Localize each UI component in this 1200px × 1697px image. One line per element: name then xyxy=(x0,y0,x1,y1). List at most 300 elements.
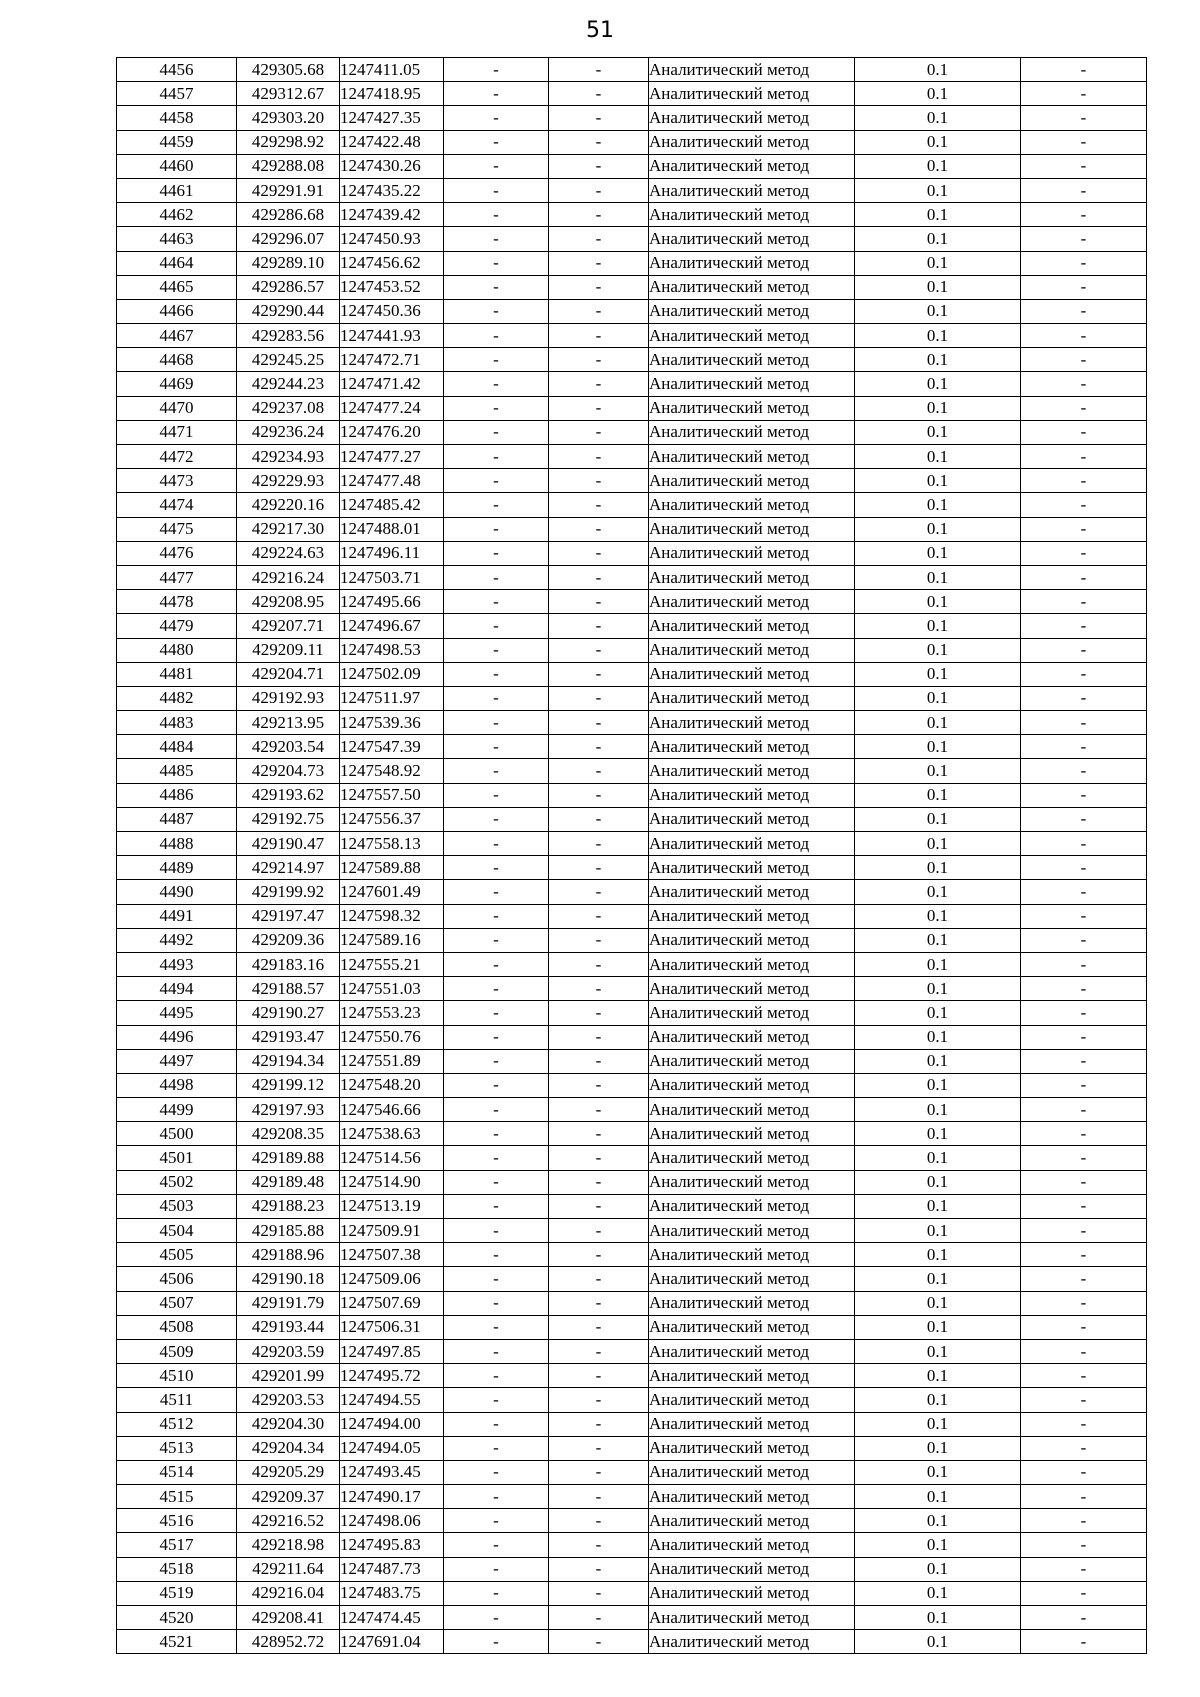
point-number-cell: 4497 xyxy=(117,1049,237,1073)
dash-cell: - xyxy=(444,1194,549,1218)
y-coordinate-cell: 1247539.36 xyxy=(340,711,444,735)
point-number-cell: 4478 xyxy=(117,590,237,614)
method-cell: Аналитический метод xyxy=(649,517,855,541)
x-coordinate-cell: 429213.95 xyxy=(237,711,340,735)
table-row xyxy=(117,445,1147,469)
point-number-cell: 4504 xyxy=(117,1219,237,1243)
precision-cell: 0.1 xyxy=(855,807,1021,831)
x-coordinate-cell: 429203.59 xyxy=(237,1339,340,1363)
x-coordinate-cell: 429190.27 xyxy=(237,1001,340,1025)
dash-cell: - xyxy=(444,662,549,686)
method-cell: Аналитический метод xyxy=(649,1364,855,1388)
dash-cell: - xyxy=(549,1581,649,1605)
dash-cell: - xyxy=(1021,565,1147,589)
dash-cell: - xyxy=(1021,1267,1147,1291)
method-cell: Аналитический метод xyxy=(649,396,855,420)
point-number-cell: 4500 xyxy=(117,1122,237,1146)
point-number-cell: 4475 xyxy=(117,517,237,541)
x-coordinate-cell: 429192.93 xyxy=(237,686,340,710)
dash-cell: - xyxy=(549,275,649,299)
dash-cell: - xyxy=(444,1098,549,1122)
precision-cell: 0.1 xyxy=(855,396,1021,420)
dash-cell: - xyxy=(1021,1364,1147,1388)
y-coordinate-cell: 1247450.93 xyxy=(340,227,444,251)
y-coordinate-cell: 1247546.66 xyxy=(340,1098,444,1122)
dash-cell: - xyxy=(549,880,649,904)
dash-cell: - xyxy=(549,445,649,469)
y-coordinate-cell: 1247435.22 xyxy=(340,178,444,202)
dash-cell: - xyxy=(444,711,549,735)
precision-cell: 0.1 xyxy=(855,832,1021,856)
x-coordinate-cell: 429204.30 xyxy=(237,1412,340,1436)
dash-cell: - xyxy=(549,832,649,856)
dash-cell: - xyxy=(444,1388,549,1412)
dash-cell: - xyxy=(1021,493,1147,517)
method-cell: Аналитический метод xyxy=(649,1388,855,1412)
point-number-cell: 4508 xyxy=(117,1315,237,1339)
dash-cell: - xyxy=(549,590,649,614)
table-row xyxy=(117,154,1147,178)
point-number-cell: 4520 xyxy=(117,1606,237,1630)
dash-cell: - xyxy=(444,299,549,323)
precision-cell: 0.1 xyxy=(855,1122,1021,1146)
table-row xyxy=(117,1364,1147,1388)
method-cell: Аналитический метод xyxy=(649,565,855,589)
dash-cell: - xyxy=(444,1339,549,1363)
dash-cell: - xyxy=(549,638,649,662)
dash-cell: - xyxy=(549,1098,649,1122)
precision-cell: 0.1 xyxy=(855,590,1021,614)
table-row xyxy=(117,203,1147,227)
dash-cell: - xyxy=(444,1291,549,1315)
dash-cell: - xyxy=(549,928,649,952)
y-coordinate-cell: 1247514.56 xyxy=(340,1146,444,1170)
y-coordinate-cell: 1247488.01 xyxy=(340,517,444,541)
method-cell: Аналитический метод xyxy=(649,1315,855,1339)
dash-cell: - xyxy=(1021,977,1147,1001)
table-row xyxy=(117,541,1147,565)
precision-cell: 0.1 xyxy=(855,1049,1021,1073)
point-number-cell: 4492 xyxy=(117,928,237,952)
table-row xyxy=(117,299,1147,323)
x-coordinate-cell: 429305.68 xyxy=(237,58,340,82)
table-row xyxy=(117,759,1147,783)
table-row xyxy=(117,686,1147,710)
method-cell: Аналитический метод xyxy=(649,904,855,928)
point-number-cell: 4502 xyxy=(117,1170,237,1194)
dash-cell: - xyxy=(444,1243,549,1267)
method-cell: Аналитический метод xyxy=(649,928,855,952)
dash-cell: - xyxy=(549,952,649,976)
method-cell: Аналитический метод xyxy=(649,130,855,154)
dash-cell: - xyxy=(1021,420,1147,444)
x-coordinate-cell: 429289.10 xyxy=(237,251,340,275)
coordinates-table xyxy=(116,57,1147,1654)
table-row xyxy=(117,1533,1147,1557)
dash-cell: - xyxy=(549,324,649,348)
dash-cell: - xyxy=(549,1533,649,1557)
method-cell: Аналитический метод xyxy=(649,662,855,686)
y-coordinate-cell: 1247439.42 xyxy=(340,203,444,227)
dash-cell: - xyxy=(549,686,649,710)
table-row xyxy=(117,1630,1147,1654)
table-row xyxy=(117,1339,1147,1363)
precision-cell: 0.1 xyxy=(855,154,1021,178)
dash-cell: - xyxy=(549,1364,649,1388)
y-coordinate-cell: 1247553.23 xyxy=(340,1001,444,1025)
precision-cell: 0.1 xyxy=(855,1436,1021,1460)
dash-cell: - xyxy=(444,420,549,444)
y-coordinate-cell: 1247494.05 xyxy=(340,1436,444,1460)
table-row xyxy=(117,420,1147,444)
table-row xyxy=(117,832,1147,856)
point-number-cell: 4456 xyxy=(117,58,237,82)
y-coordinate-cell: 1247441.93 xyxy=(340,324,444,348)
dash-cell: - xyxy=(444,517,549,541)
x-coordinate-cell: 429203.53 xyxy=(237,1388,340,1412)
precision-cell: 0.1 xyxy=(855,1630,1021,1654)
dash-cell: - xyxy=(444,82,549,106)
point-number-cell: 4489 xyxy=(117,856,237,880)
y-coordinate-cell: 1247477.48 xyxy=(340,469,444,493)
method-cell: Аналитический метод xyxy=(649,686,855,710)
table-row xyxy=(117,348,1147,372)
y-coordinate-cell: 1247589.16 xyxy=(340,928,444,952)
dash-cell: - xyxy=(1021,178,1147,202)
precision-cell: 0.1 xyxy=(855,324,1021,348)
method-cell: Аналитический метод xyxy=(649,1339,855,1363)
table-row xyxy=(117,82,1147,106)
y-coordinate-cell: 1247487.73 xyxy=(340,1557,444,1581)
dash-cell: - xyxy=(444,1219,549,1243)
method-cell: Аналитический метод xyxy=(649,711,855,735)
table-row xyxy=(117,904,1147,928)
precision-cell: 0.1 xyxy=(855,1485,1021,1509)
dash-cell: - xyxy=(444,251,549,275)
point-number-cell: 4466 xyxy=(117,299,237,323)
dash-cell: - xyxy=(549,251,649,275)
y-coordinate-cell: 1247506.31 xyxy=(340,1315,444,1339)
dash-cell: - xyxy=(1021,904,1147,928)
y-coordinate-cell: 1247422.48 xyxy=(340,130,444,154)
method-cell: Аналитический метод xyxy=(649,58,855,82)
y-coordinate-cell: 1247547.39 xyxy=(340,735,444,759)
method-cell: Аналитический метод xyxy=(649,1485,855,1509)
method-cell: Аналитический метод xyxy=(649,1219,855,1243)
dash-cell: - xyxy=(549,1049,649,1073)
point-number-cell: 4471 xyxy=(117,420,237,444)
dash-cell: - xyxy=(444,469,549,493)
dash-cell: - xyxy=(1021,251,1147,275)
x-coordinate-cell: 429214.97 xyxy=(237,856,340,880)
table-row xyxy=(117,1243,1147,1267)
method-cell: Аналитический метод xyxy=(649,1049,855,1073)
precision-cell: 0.1 xyxy=(855,856,1021,880)
y-coordinate-cell: 1247476.20 xyxy=(340,420,444,444)
dash-cell: - xyxy=(444,178,549,202)
x-coordinate-cell: 429312.67 xyxy=(237,82,340,106)
precision-cell: 0.1 xyxy=(855,686,1021,710)
point-number-cell: 4505 xyxy=(117,1243,237,1267)
y-coordinate-cell: 1247601.49 xyxy=(340,880,444,904)
y-coordinate-cell: 1247495.72 xyxy=(340,1364,444,1388)
x-coordinate-cell: 429204.73 xyxy=(237,759,340,783)
table-row xyxy=(117,735,1147,759)
method-cell: Аналитический метод xyxy=(649,275,855,299)
dash-cell: - xyxy=(549,154,649,178)
dash-cell: - xyxy=(1021,807,1147,831)
method-cell: Аналитический метод xyxy=(649,614,855,638)
precision-cell: 0.1 xyxy=(855,251,1021,275)
x-coordinate-cell: 429303.20 xyxy=(237,106,340,130)
method-cell: Аналитический метод xyxy=(649,832,855,856)
method-cell: Аналитический метод xyxy=(649,493,855,517)
y-coordinate-cell: 1247494.00 xyxy=(340,1412,444,1436)
dash-cell: - xyxy=(549,1170,649,1194)
x-coordinate-cell: 429188.96 xyxy=(237,1243,340,1267)
table-row xyxy=(117,58,1147,82)
x-coordinate-cell: 429190.18 xyxy=(237,1267,340,1291)
table-row xyxy=(117,856,1147,880)
y-coordinate-cell: 1247496.11 xyxy=(340,541,444,565)
dash-cell: - xyxy=(444,1630,549,1654)
dash-cell: - xyxy=(444,1581,549,1605)
precision-cell: 0.1 xyxy=(855,1339,1021,1363)
dash-cell: - xyxy=(1021,348,1147,372)
dash-cell: - xyxy=(549,735,649,759)
dash-cell: - xyxy=(1021,638,1147,662)
x-coordinate-cell: 429234.93 xyxy=(237,445,340,469)
method-cell: Аналитический метод xyxy=(649,1533,855,1557)
precision-cell: 0.1 xyxy=(855,1364,1021,1388)
precision-cell: 0.1 xyxy=(855,1098,1021,1122)
dash-cell: - xyxy=(549,106,649,130)
table-row xyxy=(117,1122,1147,1146)
dash-cell: - xyxy=(1021,759,1147,783)
x-coordinate-cell: 429189.88 xyxy=(237,1146,340,1170)
y-coordinate-cell: 1247548.20 xyxy=(340,1073,444,1097)
x-coordinate-cell: 429199.92 xyxy=(237,880,340,904)
point-number-cell: 4501 xyxy=(117,1146,237,1170)
dash-cell: - xyxy=(549,1025,649,1049)
y-coordinate-cell: 1247498.06 xyxy=(340,1509,444,1533)
precision-cell: 0.1 xyxy=(855,759,1021,783)
method-cell: Аналитический метод xyxy=(649,1146,855,1170)
precision-cell: 0.1 xyxy=(855,662,1021,686)
table-row xyxy=(117,1291,1147,1315)
dash-cell: - xyxy=(444,638,549,662)
table-row xyxy=(117,1485,1147,1509)
dash-cell: - xyxy=(1021,1606,1147,1630)
dash-cell: - xyxy=(1021,928,1147,952)
dash-cell: - xyxy=(549,759,649,783)
x-coordinate-cell: 429197.93 xyxy=(237,1098,340,1122)
method-cell: Аналитический метод xyxy=(649,203,855,227)
x-coordinate-cell: 429191.79 xyxy=(237,1291,340,1315)
dash-cell: - xyxy=(549,1606,649,1630)
x-coordinate-cell: 429291.91 xyxy=(237,178,340,202)
precision-cell: 0.1 xyxy=(855,130,1021,154)
dash-cell: - xyxy=(1021,469,1147,493)
y-coordinate-cell: 1247509.06 xyxy=(340,1267,444,1291)
y-coordinate-cell: 1247513.19 xyxy=(340,1194,444,1218)
x-coordinate-cell: 429208.95 xyxy=(237,590,340,614)
table-row xyxy=(117,1025,1147,1049)
table-row xyxy=(117,1412,1147,1436)
point-number-cell: 4518 xyxy=(117,1557,237,1581)
dash-cell: - xyxy=(444,1122,549,1146)
dash-cell: - xyxy=(549,1460,649,1484)
dash-cell: - xyxy=(1021,1460,1147,1484)
method-cell: Аналитический метод xyxy=(649,1557,855,1581)
dash-cell: - xyxy=(1021,299,1147,323)
method-cell: Аналитический метод xyxy=(649,759,855,783)
precision-cell: 0.1 xyxy=(855,106,1021,130)
point-number-cell: 4473 xyxy=(117,469,237,493)
x-coordinate-cell: 429286.57 xyxy=(237,275,340,299)
y-coordinate-cell: 1247691.04 xyxy=(340,1630,444,1654)
point-number-cell: 4514 xyxy=(117,1460,237,1484)
precision-cell: 0.1 xyxy=(855,1073,1021,1097)
page-number: 51 xyxy=(586,18,614,43)
method-cell: Аналитический метод xyxy=(649,1606,855,1630)
dash-cell: - xyxy=(1021,1194,1147,1218)
precision-cell: 0.1 xyxy=(855,420,1021,444)
precision-cell: 0.1 xyxy=(855,469,1021,493)
x-coordinate-cell: 429286.68 xyxy=(237,203,340,227)
method-cell: Аналитический метод xyxy=(649,82,855,106)
point-number-cell: 4486 xyxy=(117,783,237,807)
dash-cell: - xyxy=(444,1485,549,1509)
dash-cell: - xyxy=(1021,154,1147,178)
dash-cell: - xyxy=(444,1315,549,1339)
table-row xyxy=(117,1170,1147,1194)
table-row xyxy=(117,178,1147,202)
precision-cell: 0.1 xyxy=(855,614,1021,638)
y-coordinate-cell: 1247598.32 xyxy=(340,904,444,928)
point-number-cell: 4495 xyxy=(117,1001,237,1025)
precision-cell: 0.1 xyxy=(855,348,1021,372)
dash-cell: - xyxy=(444,977,549,1001)
table-row xyxy=(117,928,1147,952)
dash-cell: - xyxy=(1021,783,1147,807)
dash-cell: - xyxy=(549,1485,649,1509)
point-number-cell: 4467 xyxy=(117,324,237,348)
dash-cell: - xyxy=(549,178,649,202)
precision-cell: 0.1 xyxy=(855,1412,1021,1436)
dash-cell: - xyxy=(1021,541,1147,565)
x-coordinate-cell: 428952.72 xyxy=(237,1630,340,1654)
table-row xyxy=(117,251,1147,275)
point-number-cell: 4509 xyxy=(117,1339,237,1363)
point-number-cell: 4491 xyxy=(117,904,237,928)
method-cell: Аналитический метод xyxy=(649,299,855,323)
precision-cell: 0.1 xyxy=(855,1243,1021,1267)
table-row xyxy=(117,614,1147,638)
dash-cell: - xyxy=(1021,711,1147,735)
dash-cell: - xyxy=(549,1388,649,1412)
method-cell: Аналитический метод xyxy=(649,445,855,469)
point-number-cell: 4469 xyxy=(117,372,237,396)
x-coordinate-cell: 429283.56 xyxy=(237,324,340,348)
table-row xyxy=(117,977,1147,1001)
method-cell: Аналитический метод xyxy=(649,1509,855,1533)
method-cell: Аналитический метод xyxy=(649,638,855,662)
point-number-cell: 4483 xyxy=(117,711,237,735)
x-coordinate-cell: 429220.16 xyxy=(237,493,340,517)
x-coordinate-cell: 429209.37 xyxy=(237,1485,340,1509)
dash-cell: - xyxy=(1021,1170,1147,1194)
point-number-cell: 4474 xyxy=(117,493,237,517)
y-coordinate-cell: 1247496.67 xyxy=(340,614,444,638)
y-coordinate-cell: 1247538.63 xyxy=(340,1122,444,1146)
method-cell: Аналитический метод xyxy=(649,807,855,831)
dash-cell: - xyxy=(1021,856,1147,880)
table-row xyxy=(117,1557,1147,1581)
method-cell: Аналитический метод xyxy=(649,420,855,444)
point-number-cell: 4485 xyxy=(117,759,237,783)
method-cell: Аналитический метод xyxy=(649,952,855,976)
y-coordinate-cell: 1247495.66 xyxy=(340,590,444,614)
table-row xyxy=(117,275,1147,299)
dash-cell: - xyxy=(1021,1509,1147,1533)
dash-cell: - xyxy=(1021,203,1147,227)
table-row xyxy=(117,807,1147,831)
dash-cell: - xyxy=(549,1243,649,1267)
dash-cell: - xyxy=(549,58,649,82)
y-coordinate-cell: 1247493.45 xyxy=(340,1460,444,1484)
dash-cell: - xyxy=(1021,1533,1147,1557)
x-coordinate-cell: 429192.75 xyxy=(237,807,340,831)
precision-cell: 0.1 xyxy=(855,1025,1021,1049)
precision-cell: 0.1 xyxy=(855,565,1021,589)
dash-cell: - xyxy=(549,469,649,493)
y-coordinate-cell: 1247514.90 xyxy=(340,1170,444,1194)
dash-cell: - xyxy=(1021,1122,1147,1146)
precision-cell: 0.1 xyxy=(855,1460,1021,1484)
point-number-cell: 4519 xyxy=(117,1581,237,1605)
dash-cell: - xyxy=(549,1315,649,1339)
dash-cell: - xyxy=(444,686,549,710)
dash-cell: - xyxy=(1021,58,1147,82)
precision-cell: 0.1 xyxy=(855,517,1021,541)
dash-cell: - xyxy=(444,445,549,469)
dash-cell: - xyxy=(1021,1146,1147,1170)
dash-cell: - xyxy=(549,517,649,541)
dash-cell: - xyxy=(1021,662,1147,686)
dash-cell: - xyxy=(444,614,549,638)
precision-cell: 0.1 xyxy=(855,445,1021,469)
table-row xyxy=(117,711,1147,735)
y-coordinate-cell: 1247557.50 xyxy=(340,783,444,807)
dash-cell: - xyxy=(444,130,549,154)
dash-cell: - xyxy=(444,227,549,251)
table-row xyxy=(117,1436,1147,1460)
precision-cell: 0.1 xyxy=(855,372,1021,396)
precision-cell: 0.1 xyxy=(855,952,1021,976)
y-coordinate-cell: 1247498.53 xyxy=(340,638,444,662)
point-number-cell: 4462 xyxy=(117,203,237,227)
dash-cell: - xyxy=(444,58,549,82)
point-number-cell: 4464 xyxy=(117,251,237,275)
dash-cell: - xyxy=(444,832,549,856)
point-number-cell: 4496 xyxy=(117,1025,237,1049)
dash-cell: - xyxy=(1021,445,1147,469)
precision-cell: 0.1 xyxy=(855,227,1021,251)
x-coordinate-cell: 429188.57 xyxy=(237,977,340,1001)
dash-cell: - xyxy=(549,130,649,154)
dash-cell: - xyxy=(444,952,549,976)
